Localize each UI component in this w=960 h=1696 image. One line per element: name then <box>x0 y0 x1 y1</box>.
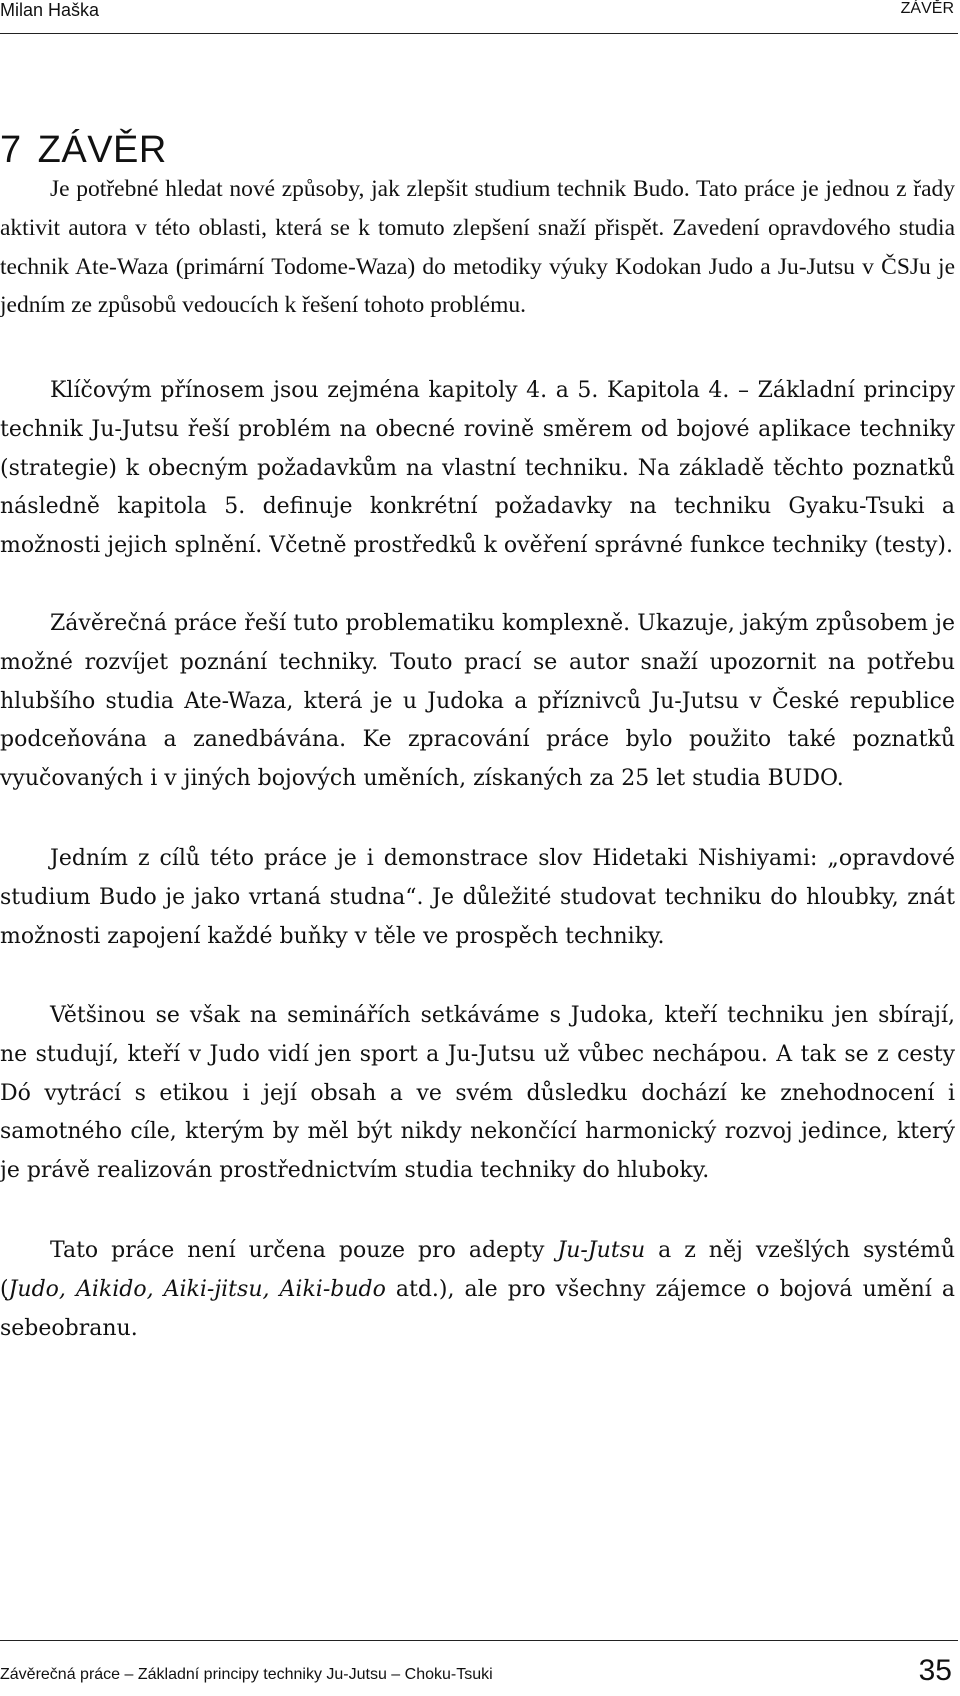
paragraph-6-italic-systems: Judo, Aikido, Aiki-jitsu, Aiki-budo <box>8 1276 386 1302</box>
page-footer <box>0 1640 960 1696</box>
header-section: ZÁVĚR <box>900 0 954 17</box>
page-header <box>0 0 960 24</box>
paragraph-6 <box>0 1232 955 1348</box>
header-rule <box>0 33 958 34</box>
paragraph-2: Klíčovým přínosem jsou zejména kapitoly 4. a 5. Kapitola 4. – Základní principy technik Ju-Jutsu řeší problém na obecné rovině směrem od bojové aplikace techniky (strategie) k obecným požadavkům na vlastní techniku. Na základě těchto poznatků následně kapitola 5. definuje konkrétní požadavky na techniku Gyaku-Tsuki a možnosti jejich splnění. Včetně prostředků k ověření správné funkce techniky (testy). <box>0 378 955 559</box>
page-number: 35 <box>918 1654 952 1687</box>
paragraph-6-text-e: atd.), ale pro všechny zájemce o bojová umění a sebeobranu. <box>0 1276 955 1341</box>
chapter-title: ZÁVĚR <box>37 129 167 172</box>
paragraph-6-text-a: Tato práce není určena pouze pro adepty <box>50 1238 558 1263</box>
chapter-heading <box>0 129 167 172</box>
paragraph-4: Jedním z cílů této práce je i demonstrace slov Hidetaki Nishiyami: „opravdové studium Budo je jako vrtaná studna“. Je důležité studovat techniku do hloubky, znát možnosti zapojení každé buňky v těle ve prospěch techniky. <box>0 846 955 949</box>
paragraph-1: Je potřebné hledat nové způsoby, jak zlepšit studium technik Budo. Tato práce je jednou z řady aktivit autora v této oblasti, která se k tomuto zlepšení snaží přispět. Zavedení opravdového studia technik Ate-Waza (primární Todome-Waza) do metodiky výuky Kodokan Judo a Ju-Jutsu v ČSJu je jedním ze způsobů vedoucích k řešení tohoto problému. <box>0 176 955 319</box>
paragraph-6-text-c: a z něj vzešlých systémů ( <box>0 1238 955 1302</box>
footer-rule <box>0 1640 958 1641</box>
footer-title: Závěrečná práce – Základní principy techniky Ju-Jutsu – Choku-Tsuki <box>0 1666 493 1683</box>
paragraph-5: Většinou se však na seminářích setkáváme s Judoka, kteří techniku jen sbírají, ne studují, kteří v Judo vidí jen sport a Ju-Jutsu už vůbec nechápou. A tak se z cesty Dó vytrácí s etikou i její obsah a ve svém důsledku dochází ke znehodnocení i samotného cíle, kterým by měl být nikdy nekončící harmonický rozvoj jedince, který je právě realizován prostřednictvím studia techniky do hluboky. <box>0 1003 955 1184</box>
chapter-number: 7 <box>0 129 22 172</box>
paragraph-3: Závěrečná práce řeší tuto problematiku komplexně. Ukazuje, jakým způsobem je možné rozvíjet poznání techniky. Touto prací se autor snaží upozornit na potřebu hlubšího studia Ate-Waza, která je u Judoka a příznivců Ju-Jutsu v České republice podceňována a zanedbávána. Ke zpracování práce bylo použito také poznatků vyučovaných i v jiných bojových uměních, získaných za 25 let studia BUDO. <box>0 611 955 792</box>
header-author: Milan Haška <box>0 0 100 20</box>
paragraph-6-italic-jujutsu: Ju-Jutsu <box>557 1238 646 1263</box>
